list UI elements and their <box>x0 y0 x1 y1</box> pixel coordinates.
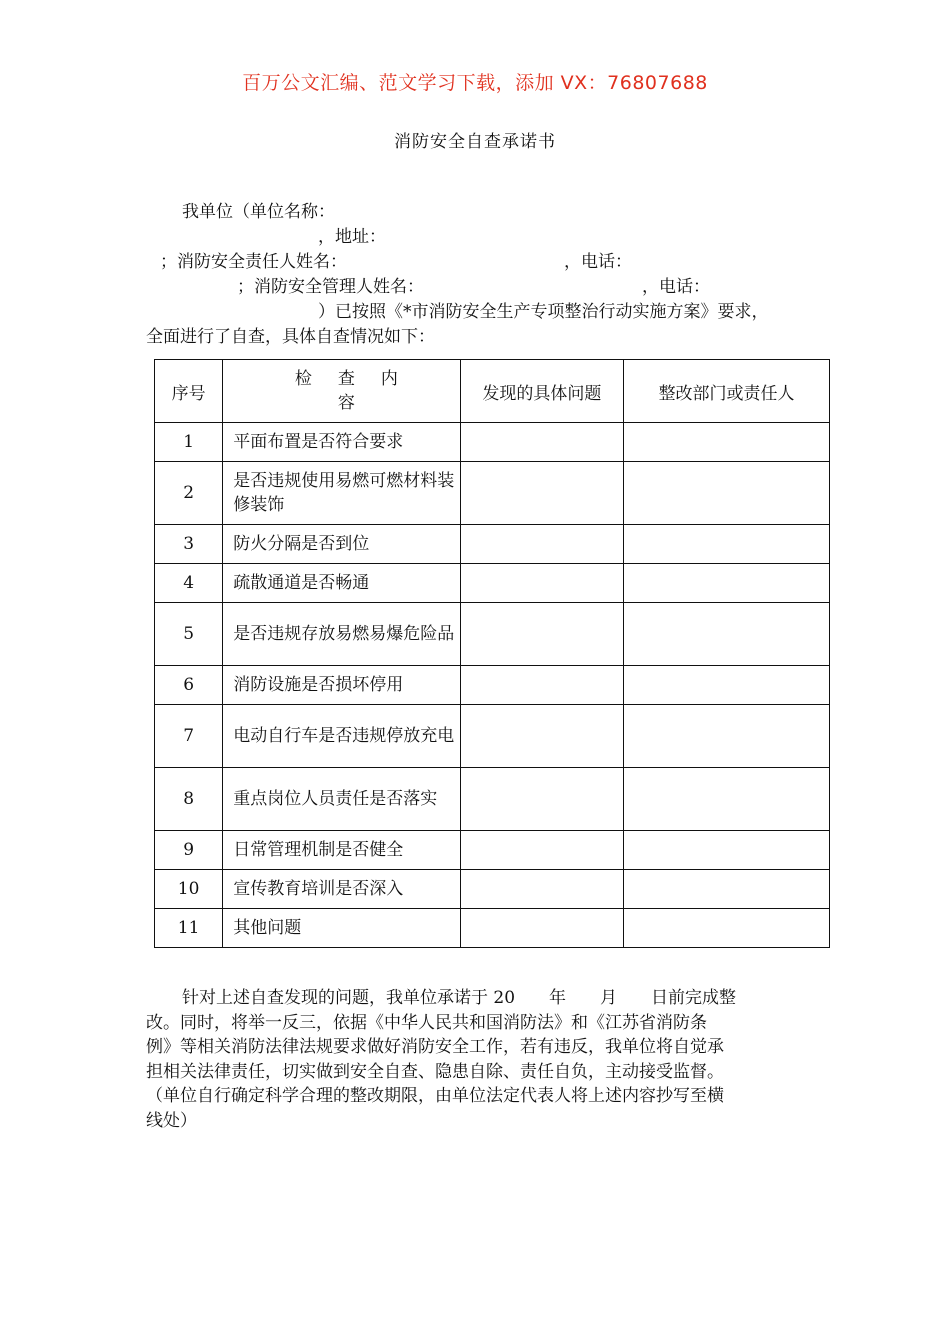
intro-basis: ）已按照《*市消防安全生产专项整治行动实施方案》要求， <box>318 302 769 322</box>
row-dept-cell[interactable] <box>624 525 830 564</box>
row-no: 6 <box>155 666 223 705</box>
pledge-note-end: 线处） <box>146 1110 197 1131</box>
header-item-line2: 容 <box>337 393 355 413</box>
row-dept-cell[interactable] <box>624 705 830 768</box>
intro-conclusion: 全面进行了自查，具体自查情况如下： <box>146 327 435 347</box>
table-row <box>155 423 830 462</box>
row-item: 平面布置是否符合要求 <box>223 423 460 462</box>
row-problem-cell[interactable] <box>460 462 624 525</box>
row-problem-cell[interactable] <box>460 666 624 705</box>
table-header-row <box>155 360 830 423</box>
row-item: 是否违规存放易燃易爆危险品 <box>223 603 460 666</box>
table-row <box>155 705 830 768</box>
row-dept-cell[interactable] <box>624 603 830 666</box>
watermark-banner: 百万公文汇编、范文学习下载，添加 VX：76807688 <box>242 72 708 94</box>
table-row <box>155 666 830 705</box>
row-item: 日常管理机制是否健全 <box>223 831 460 870</box>
row-no: 8 <box>155 768 223 831</box>
table-row <box>155 870 830 909</box>
row-no: 10 <box>155 870 223 909</box>
row-problem-cell[interactable] <box>460 705 624 768</box>
header-item <box>223 360 460 423</box>
table-row <box>155 768 830 831</box>
header-no: 序号 <box>155 360 223 423</box>
row-problem-cell[interactable] <box>460 564 624 603</box>
row-dept-cell[interactable] <box>624 831 830 870</box>
row-dept-cell[interactable] <box>624 870 830 909</box>
row-no: 1 <box>155 423 223 462</box>
pledge-line: 针对上述自查发现的问题，我单位承诺于 20 年 月 日前完成整 <box>182 988 737 1008</box>
row-no: 2 <box>155 462 223 525</box>
table-row <box>155 462 830 525</box>
row-no: 11 <box>155 909 223 948</box>
intro-address: ，地址： <box>318 227 386 247</box>
row-item: 消防设施是否损坏停用 <box>223 666 460 705</box>
row-dept-cell[interactable] <box>624 564 830 603</box>
row-problem-cell[interactable] <box>460 909 624 948</box>
row-item: 重点岗位人员责任是否落实 <box>223 768 460 831</box>
row-item: 电动自行车是否违规停放充电 <box>223 705 460 768</box>
table-row <box>155 564 830 603</box>
row-no: 3 <box>155 525 223 564</box>
row-dept-cell[interactable] <box>624 909 830 948</box>
row-no: 9 <box>155 831 223 870</box>
row-item: 疏散通道是否畅通 <box>223 564 460 603</box>
row-dept-cell[interactable] <box>624 423 830 462</box>
row-problem-cell[interactable] <box>460 768 624 831</box>
header-dept: 整改部门或责任人 <box>624 360 830 423</box>
pledge-note: （单位自行确定科学合理的整改期限，由单位法定代表人将上述内容抄写至横 <box>146 1086 724 1106</box>
document-title: 消防安全自查承诺书 <box>394 132 556 152</box>
self-check-table <box>154 359 830 948</box>
table-row <box>155 525 830 564</box>
intro-manager-phone: ，电话： <box>642 277 710 297</box>
row-problem-cell[interactable] <box>460 870 624 909</box>
row-no: 7 <box>155 705 223 768</box>
intro-manager-person: ；消防安全管理人姓名： <box>237 277 424 297</box>
row-item: 宣传教育培训是否深入 <box>223 870 460 909</box>
header-item-line1: 检查内 <box>294 369 424 389</box>
row-item: 是否违规使用易燃可燃材料装修装饰 <box>223 462 460 525</box>
row-problem-cell[interactable] <box>460 603 624 666</box>
row-problem-cell[interactable] <box>460 423 624 462</box>
row-dept-cell[interactable] <box>624 768 830 831</box>
row-dept-cell[interactable] <box>624 666 830 705</box>
header-problem: 发现的具体问题 <box>460 360 624 423</box>
row-problem-cell[interactable] <box>460 525 624 564</box>
pledge-line: 例》等相关消防法律法规要求做好消防安全工作，若有违反，我单位将自觉承 <box>146 1037 724 1057</box>
pledge-line: 改。同时，将举一反三，依据《中华人民共和国消防法》和《江苏省消防条 <box>146 1012 707 1033</box>
row-item: 防火分隔是否到位 <box>223 525 460 564</box>
pledge-line: 担相关法律责任，切实做到安全自查、隐患自除、责任自负，主动接受监督。 <box>146 1061 724 1082</box>
table-row <box>155 909 830 948</box>
row-dept-cell[interactable] <box>624 462 830 525</box>
row-problem-cell[interactable] <box>460 831 624 870</box>
intro-unit-name: 我单位（单位名称： <box>182 202 335 222</box>
row-item: 其他问题 <box>223 909 460 948</box>
table-row <box>155 603 830 666</box>
intro-responsible-person: ；消防安全责任人姓名： <box>160 252 347 272</box>
row-no: 5 <box>155 603 223 666</box>
pledge-paragraph <box>146 986 826 1133</box>
table-row <box>155 831 830 870</box>
row-no: 4 <box>155 564 223 603</box>
intro-responsible-phone: ，电话： <box>564 252 632 272</box>
